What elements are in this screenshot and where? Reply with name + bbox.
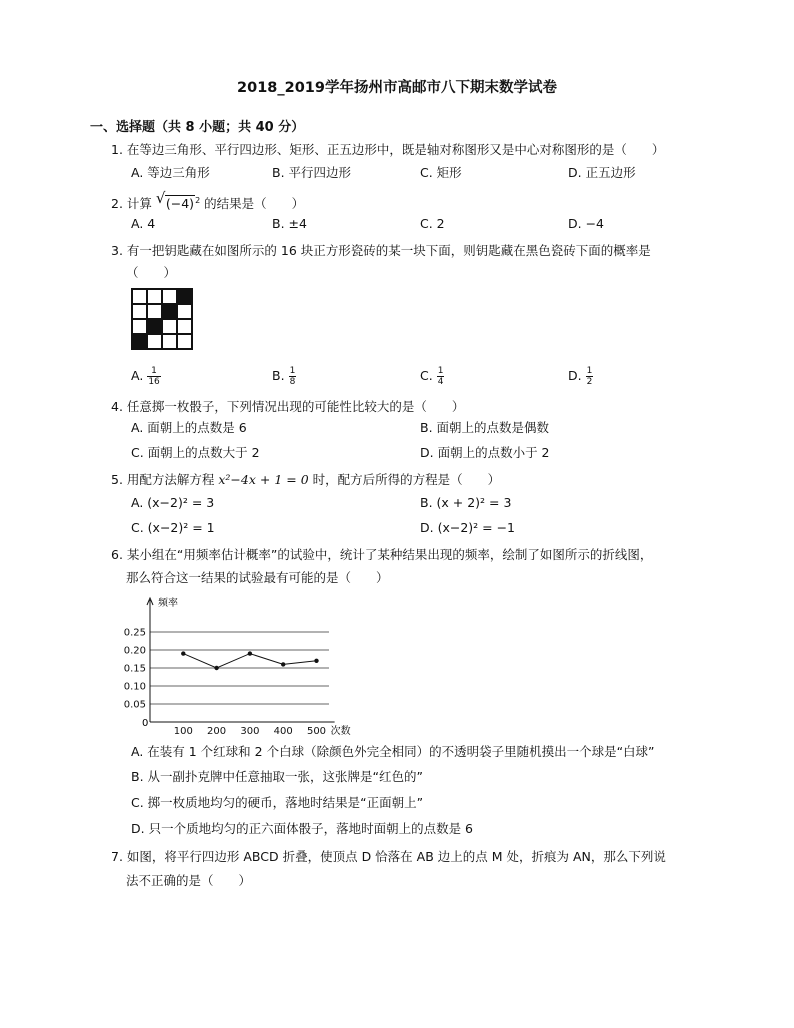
numerator: 1 <box>437 366 444 376</box>
y-tick-label: 0.05 <box>123 699 146 711</box>
x-axis-label: 次数 <box>330 726 351 737</box>
q5-option-b: B. (x + 2)² = 3 <box>420 495 512 510</box>
page-title: 2018_2019学年扬州市高邮市八下期末数学试卷 <box>237 80 557 96</box>
q3-a-label: A. <box>131 368 144 383</box>
question-7-text-2: 法不正确的是（ ） <box>126 873 252 888</box>
numerator: 1 <box>147 366 160 377</box>
question-1-text: 1. 在等边三角形、平行四边形、矩形、正五边形中，既是轴对称图形又是中心对称图形的是（ ） <box>111 142 665 157</box>
white-tile <box>162 319 177 334</box>
q2-option-d: D. −4 <box>568 216 604 231</box>
q3-option-a <box>131 366 161 387</box>
q4-option-a: A. 面朝上的点数是 6 <box>131 420 247 435</box>
tile-grid-figure <box>131 288 193 350</box>
chart-gridlines <box>150 632 329 704</box>
white-tile <box>177 319 192 334</box>
question-5-text <box>111 469 500 491</box>
question-7-text: 7. 如图，将平行四边形 ABCD 折叠，使顶点 D 恰落在 AB 边上的点 M 处，折痕为 AN，那么下列说 <box>111 849 666 864</box>
white-tile <box>147 304 162 319</box>
denominator: 8 <box>289 377 296 387</box>
chart-tick-labels <box>124 628 326 738</box>
white-tile <box>132 304 147 319</box>
white-tile <box>147 334 162 349</box>
q6-option-b: B. 从一副扑克牌中任意抽取一张，这张牌是“红色的” <box>131 769 423 784</box>
q1-option-c: C. 矩形 <box>420 165 462 180</box>
q6-option-a: A. 在装有 1 个红球和 2 个白球（除颜色外完全相同）的不透明袋子里随机摸出一个球是“白球” <box>131 744 655 759</box>
x-tick-label: 300 <box>240 726 260 737</box>
q3-d-label: D. <box>568 368 582 383</box>
black-tile <box>162 304 177 319</box>
fraction <box>586 366 594 387</box>
q3-option-d <box>568 366 593 387</box>
origin-label: 0 <box>142 718 149 729</box>
denominator: 4 <box>437 377 444 387</box>
y-tick-label: 0.20 <box>123 645 146 657</box>
q6-option-d: D. 只一个质地均匀的正六面体骰子，落地时面朝上的点数是 6 <box>131 821 473 836</box>
q2-suffix: 的结果是（ ） <box>200 196 305 212</box>
q2-radicand: (−4) <box>165 196 195 212</box>
q2-option-b: B. ±4 <box>272 216 307 231</box>
question-4-text: 4. 任意掷一枚骰子，下列情况出现的可能性比较大的是（ ） <box>111 399 465 414</box>
y-tick-label: 0.25 <box>123 627 146 639</box>
q5-option-d: D. (x−2)² = −1 <box>420 520 516 535</box>
y-tick-label: 0.15 <box>123 663 146 675</box>
q3-c-label: C. <box>420 368 433 383</box>
q4-option-d: D. 面朝上的点数小于 2 <box>420 445 550 460</box>
chart-axes <box>147 598 335 722</box>
question-6-text: 6. 某小组在“用频率估计概率”的试验中，统计了某种结果出现的频率，绘制了如图所示的折线图， <box>111 547 653 562</box>
sqrt-expression <box>156 190 200 215</box>
x-tick-label: 200 <box>207 726 227 737</box>
x-tick-label: 500 <box>306 726 327 737</box>
numerator: 1 <box>289 366 296 376</box>
data-point <box>181 651 185 655</box>
denominator: 16 <box>148 377 160 387</box>
question-6-text-2: 那么符合这一结果的试验最有可能的是（ ） <box>126 570 389 585</box>
q4-option-c: C. 面朝上的点数大于 2 <box>131 445 260 460</box>
white-tile <box>132 319 147 334</box>
denominator: 2 <box>586 377 593 387</box>
q5-option-a: A. (x−2)² = 3 <box>131 495 215 510</box>
question-3-text: 3. 有一把钥匙藏在如图所示的 16 块正方形瓷砖的某一块下面，则钥匙藏在黑色瓷砖下面的概率是 <box>111 243 651 258</box>
q1-option-b: B. 平行四边形 <box>272 165 352 180</box>
q1-option-a: A. 等边三角形 <box>131 165 210 180</box>
black-tile <box>177 289 192 304</box>
q5-equation: x²−4x + 1 = 0 <box>218 472 309 487</box>
white-tile <box>177 304 192 319</box>
q1-option-d: D. 正五边形 <box>568 165 636 180</box>
white-tile <box>162 334 177 349</box>
numerator: 1 <box>586 366 593 376</box>
data-point <box>248 651 252 655</box>
q2-option-c: C. 2 <box>420 216 445 231</box>
fraction <box>437 366 445 387</box>
white-tile <box>177 334 192 349</box>
white-tile <box>162 289 177 304</box>
white-tile <box>132 289 147 304</box>
question-2-text <box>111 190 304 215</box>
data-point <box>214 666 218 670</box>
x-tick-label: 100 <box>173 726 193 737</box>
q3-option-b <box>272 366 296 387</box>
question-3-paren: （ ） <box>126 265 177 280</box>
black-tile <box>132 334 147 349</box>
q2-exponent: 2 <box>195 196 201 205</box>
black-tile <box>147 319 162 334</box>
data-point <box>281 662 285 666</box>
x-tick-label: 400 <box>273 726 293 737</box>
y-axis-label: 频率 <box>158 598 178 609</box>
q2-prefix: 2. 计算 <box>111 196 156 212</box>
section-heading: 一、选择题（共 8 小题；共 40 分） <box>90 120 305 135</box>
chart-series <box>181 651 319 670</box>
q2-option-a: A. 4 <box>131 216 156 231</box>
q3-option-c <box>420 366 444 387</box>
fraction <box>289 366 297 387</box>
q5-prefix: 5. 用配方法解方程 <box>111 472 219 487</box>
q5-option-c: C. (x−2)² = 1 <box>131 520 215 535</box>
fraction <box>147 366 160 387</box>
y-tick-label: 0.10 <box>123 681 146 693</box>
frequency-line-chart <box>118 592 351 742</box>
data-point <box>314 659 318 663</box>
q6-option-c: C. 掷一枚质地均匀的硬币，落地时结果是“正面朝上” <box>131 795 424 810</box>
q5-suffix: 时，配方后所得的方程是（ ） <box>308 472 501 487</box>
white-tile <box>147 289 162 304</box>
q3-b-label: B. <box>272 368 285 383</box>
radical-sign-icon: √ <box>155 189 166 207</box>
q4-option-b: B. 面朝上的点数是偶数 <box>420 420 550 435</box>
